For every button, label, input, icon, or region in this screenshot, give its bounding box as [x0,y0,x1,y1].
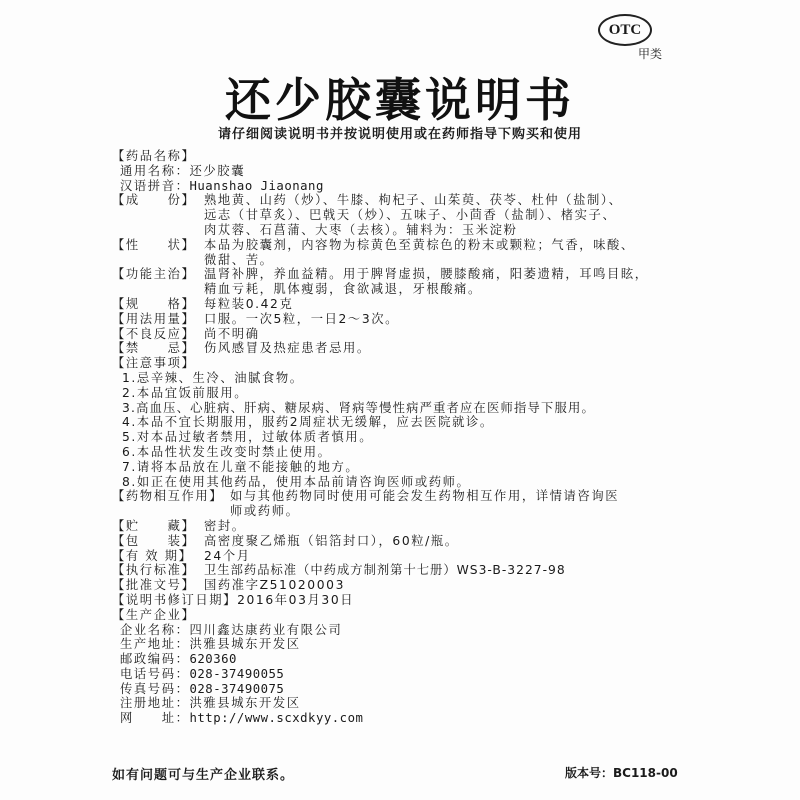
manufacturer-field [112,637,702,652]
section-label: 【成 份】 [112,193,196,208]
field-value: Huanshao Jiaonang [189,178,324,193]
section-label: 【说明书修订日期】 [112,592,238,607]
description [112,238,702,253]
indications [112,267,702,282]
dosage [112,312,702,327]
section-text: 远志（甘草炙）、巴戟天（炒）、五味子、小茴香（盐制）、楮实子、 [204,208,617,223]
field-value: 028-37490055 [189,666,285,681]
field-label: 通用名称： [120,163,190,178]
section-label: 【包 装】 [112,533,196,548]
page-title: 还少胶囊说明书 [225,73,575,127]
manufacturer-field [112,652,702,667]
field-label: 网 址： [120,711,190,726]
section-text: 如与其他药物同时使用可能会发生药物相互作用，详情请咨询医 [230,489,620,504]
otc-class: 甲类 [638,47,663,61]
section-text: 国药准字Z51020003 [204,578,346,593]
generic-name [112,164,702,179]
field-label: 传真号码： [120,681,190,696]
field-label: 邮政编码： [120,652,190,667]
precaution-item: 2.本品宜饭前服用。 [122,385,249,400]
section-text: 2016年03月30日 [237,592,355,607]
section-label: 【不良反应】 [112,326,196,341]
ingredients [112,193,702,208]
precaution-item: 6.本品性状发生改变时禁止使用。 [122,444,332,459]
section-label: 【药物相互作用】 [112,489,224,504]
section-label: 【规 格】 [112,296,196,311]
precautions-heading: 【注意事项】 [112,356,196,371]
contraindications [112,341,702,356]
section-text: 口服。一次5粒，一日2～3次。 [204,311,400,326]
section-text: 伤风感冒及热症患者忌用。 [204,341,371,356]
storage [112,519,702,534]
section-text: 高密度聚乙烯瓶（铝箔封口），60粒/瓶。 [204,533,459,548]
section-label: 【性 状】 [112,237,196,252]
section-text: 肉苁蓉、石菖蒲、大枣（去核）。辅料为：玉米淀粉 [204,222,518,237]
spec [112,297,702,312]
field-value: 洪雅县城东开发区 [189,637,301,652]
contact-note: 如有问题可与生产企业联系。 [112,768,295,783]
field-value: 四川鑫达康药业有限公司 [189,622,343,637]
section-text: 师或药师。 [230,504,300,519]
manufacturer-website [112,711,702,726]
field-label: 生产地址： [120,637,190,652]
field-value: 洪雅县城东开发区 [189,696,301,711]
field-label: 企业名称： [120,622,190,637]
validity [112,549,702,564]
version-number: 版本号：BC118-00 [565,766,678,780]
website-link: http://www.scxdkyy.com [189,711,364,726]
field-value: 028-37490075 [189,681,285,696]
precaution-item: 4.本品不宜长期服用，服药2周症状无缓解，应去医院就诊。 [122,415,494,430]
precaution-item: 7.请将本品放在儿童不能接触的地方。 [122,459,360,474]
manufacturer-heading: 【生产企业】 [112,607,196,622]
manufacturer-field [112,667,702,682]
section-text: 熟地黄、山药（炒）、牛膝、枸杞子、山茱萸、茯苓、杜仲（盐制）、 [204,193,623,208]
field-value: 620360 [189,652,237,667]
manufacturer-field [112,623,702,638]
precaution-item: 3.高血压、心脏病、肝病、糖尿病、肾病等慢性病严重者应在医师指导下服用。 [122,400,596,415]
drug-name-heading: 【药品名称】 [112,149,196,163]
section-text: 密封。 [204,518,246,533]
section-text: 微甜、苦。 [204,252,274,267]
precaution-item: 5.对本品过敏者禁用，过敏体质者慎用。 [122,430,374,445]
standard [112,563,702,578]
section-label: 【贮 藏】 [112,518,196,533]
section-text: 每粒装0.42克 [204,296,294,311]
revision-date [112,593,702,608]
pinyin-name [112,179,702,194]
otc-badge: OTC [598,14,652,46]
manufacturer-field [112,696,702,711]
manufacturer-field [112,682,702,697]
section-text: 卫生部药品标准（中药成方制剂第十七册）WS3-B-3227-98 [204,563,566,578]
precaution-item: 8.如正在使用其他药品，使用本品前请咨询医师或药师。 [122,474,471,489]
section-text: 本品为胶囊剂，内容物为棕黄色至黄棕色的粉末或颗粒；气香，味酸、 [204,237,635,252]
section-text: 温肾补脾，养血益精。用于脾肾虚损，腰膝酸痛，阳萎遗精，耳鸣目眩， [204,267,649,282]
approval-number [112,578,702,593]
section-label: 【禁 忌】 [112,341,196,356]
leaflet-body [112,149,702,726]
field-label: 汉语拼音： [120,178,190,193]
section-label: 【功能主治】 [112,267,196,282]
interactions [112,489,702,504]
section-text: 24个月 [204,548,251,563]
field-value: 还少胶囊 [189,163,246,178]
page-subtitle: 请仔细阅读说明书并按说明使用或在药师指导下购买和使用 [217,127,582,142]
section-text: 尚不明确 [204,326,260,341]
section-text: 精血亏耗，肌体瘦弱，食欲减退，牙根酸痛。 [204,282,482,297]
section-label: 【执行标准】 [112,563,196,578]
section-label: 【用法用量】 [112,311,196,326]
precaution-item: 1.忌辛辣、生冷、油腻食物。 [122,370,304,385]
package [112,534,702,549]
section-label: 【有 效 期】 [112,548,193,563]
adverse-reactions [112,327,702,342]
field-label: 注册地址： [120,696,190,711]
section-label: 【批准文号】 [112,578,196,593]
field-label: 电话号码： [120,666,190,681]
